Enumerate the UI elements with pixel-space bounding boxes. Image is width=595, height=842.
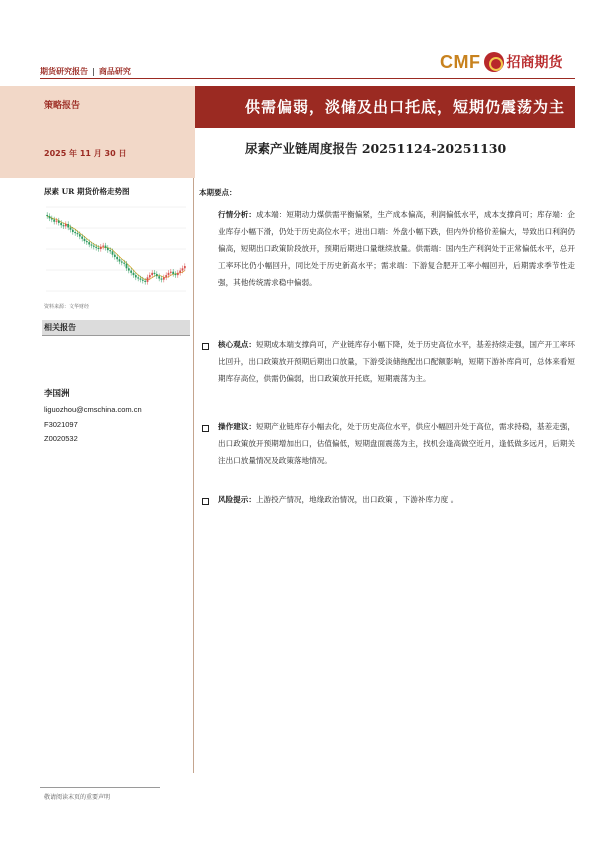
chart-candle-body [93, 246, 95, 247]
subcategory-label: 商品研究 [98, 67, 131, 76]
chart-candle-body [154, 273, 156, 274]
chart-candle-body [142, 280, 144, 281]
footer-rule [40, 787, 160, 788]
chart-candle-body [105, 246, 107, 248]
chart-candle-body [163, 277, 165, 279]
logo-cn-text: 招商期货 [506, 55, 563, 71]
license-number-1: F3021097 [44, 420, 78, 429]
key-point-label: 操作建议： [218, 422, 256, 431]
chart-candle-body [116, 257, 118, 259]
chart-candle-body [144, 281, 146, 282]
footer-disclaimer: 敬请阅读末页的重要声明 [44, 794, 111, 801]
price-chart-svg [42, 199, 190, 303]
key-point-text: 短期成本端支撑尚可，产业链库存小幅下降，处于历史高位水平，基差持续走强，国产开工率环比回升，出口政策放开预期后期出口放量，下游受淡储拖配出口配额影响，短期下游补库尚可，总体来看短期库存高位，供需仍偏弱，出口政策放开托底，短期震荡为主。 [218, 340, 576, 383]
chart-candle-body [114, 255, 116, 257]
chart-candle-body [91, 244, 93, 245]
chart-candle-body [56, 221, 58, 222]
chart-candle-body [121, 261, 123, 262]
chart-candle-body [100, 247, 102, 249]
key-point-market-analysis [218, 206, 575, 291]
side-band [0, 86, 195, 178]
chart-candle-body [137, 277, 139, 278]
chart-candle-body [182, 268, 184, 270]
chart-candle-body [84, 239, 86, 241]
chart-candle-body [49, 216, 51, 218]
company-logo [440, 50, 563, 74]
key-point-label: 核心观点： [218, 340, 256, 349]
chart-candle-body [179, 271, 181, 273]
chart-candle-body [151, 273, 153, 275]
chart-candle-body [63, 225, 65, 226]
key-point-text: 上游投产情况，地缘政治情况，出口政策 ，下游补库力度 。 [255, 495, 459, 504]
header-divider [40, 78, 575, 79]
key-point-core-view [218, 336, 575, 387]
chart-candle-body [88, 242, 90, 244]
chart-candle-body [168, 273, 170, 275]
chart-candle-body [149, 275, 151, 277]
key-point-label: 风险提示： [218, 495, 256, 504]
chart-candle-body [109, 250, 111, 251]
chart-candle-body [128, 268, 130, 270]
related-reports-title: 相关报告 [44, 322, 76, 332]
checkbox-bullet-icon [202, 343, 209, 350]
chart-candle-body [184, 266, 186, 268]
chart-candle-body [58, 221, 60, 223]
chart-candle-body [86, 241, 88, 242]
chart-candle-body [107, 248, 109, 250]
report-headline: 供需偏弱，淡储及出口托底，短期仍震荡为主 [244, 98, 565, 116]
chart-candle-body [170, 272, 172, 273]
chart-candle-body [77, 233, 79, 234]
key-points-title: 本期要点： [199, 188, 237, 197]
checkbox-bullet-icon [202, 425, 209, 432]
chart-candle-body [177, 273, 179, 275]
chart-candle-body [126, 264, 128, 269]
chart-candle-body [53, 219, 55, 221]
chart-candle-body [67, 224, 69, 227]
checkbox-bullet-icon [202, 498, 209, 505]
chart-candle-body [98, 248, 100, 249]
chart-candle-body [60, 223, 62, 225]
related-reports-rule [42, 335, 190, 336]
chart-candle-body [51, 218, 53, 219]
key-point-text: 短期产业链库存小幅去化，处于历史高位水平，供应小幅回升处于高位，需求持稳，基差走强，出口政策放开预期增加出口，估值偏低，短期盘面震荡为主，找机会逢高做空近月，逢低做多远月，后期关注出口放量情况及政策落地情况。 [218, 422, 576, 465]
chart-candle-body [161, 279, 163, 280]
category-separator: | [92, 67, 95, 76]
chart-title: 尿素 UR 期货价格走势图 [44, 187, 130, 196]
logo-emblem-icon [484, 52, 504, 72]
chart-candle-body [140, 279, 142, 280]
chart-candle-body [172, 272, 174, 274]
author-name: 李国洲 [44, 389, 70, 399]
report-subtitle: 尿素产业链周度报告 20251124-20251130 [245, 141, 507, 156]
chart-candle-body [133, 273, 135, 275]
key-point-risk [218, 491, 575, 508]
chart-candle-body [65, 224, 67, 226]
logo-cmf-text: CMF [440, 51, 481, 72]
chart-candle-body [130, 271, 132, 273]
chart-candle-body [102, 246, 104, 247]
key-point-label: 行情分析： [218, 210, 256, 219]
chart-candle-body [81, 237, 83, 239]
chart-candle-body [119, 259, 121, 261]
chart-candle-body [158, 276, 160, 278]
chart-candle-body [165, 275, 167, 277]
chart-candle-body [175, 274, 177, 275]
chart-candle-body [135, 275, 137, 277]
key-point-operation-advice [218, 418, 575, 469]
key-point-text: 成本端：短期动力煤供需平衡偏紧，生产成本偏高，利润偏低水平，成本支撑尚可；库存端：企业库存小幅下滑，仍处于历史高位水平；进出口端：外盘小幅下跌，但内外价格价差偏大，导致出口利润仍偏高，短期出口政策阶段放开，预期后期进口量继续放量。供需端：国内生产利润处于正常偏低水平，总开工率环比仍小幅回升，同比处于历史新高水平；需求端：下游复合肥开工率小幅回升，后期需求季节性走强，其他传统需求稳中偏弱。 [218, 210, 576, 287]
price-chart [42, 199, 190, 303]
report-date: 2025 年 11 月 30 日 [44, 149, 127, 158]
chart-candle-body [112, 251, 114, 254]
column-divider [193, 178, 194, 773]
chart-candle-body [95, 247, 97, 248]
chart-source: 资料来源：文华财经 [44, 304, 90, 310]
chart-candle-body [123, 263, 125, 264]
chart-candle-body [70, 227, 72, 229]
report-category [40, 66, 131, 77]
license-number-2: Z0020532 [44, 434, 78, 443]
chart-candle-body [46, 215, 48, 216]
chart-candle-body [147, 277, 149, 282]
category-label: 期货研究报告 [40, 67, 88, 76]
chart-candle-body [74, 232, 76, 233]
author-email[interactable]: liguozhou@cmschina.com.cn [44, 405, 142, 414]
chart-candle-body [79, 234, 81, 236]
report-type: 策略报告 [44, 101, 81, 111]
chart-candle-body [156, 274, 158, 276]
chart-candle-body [72, 230, 74, 232]
